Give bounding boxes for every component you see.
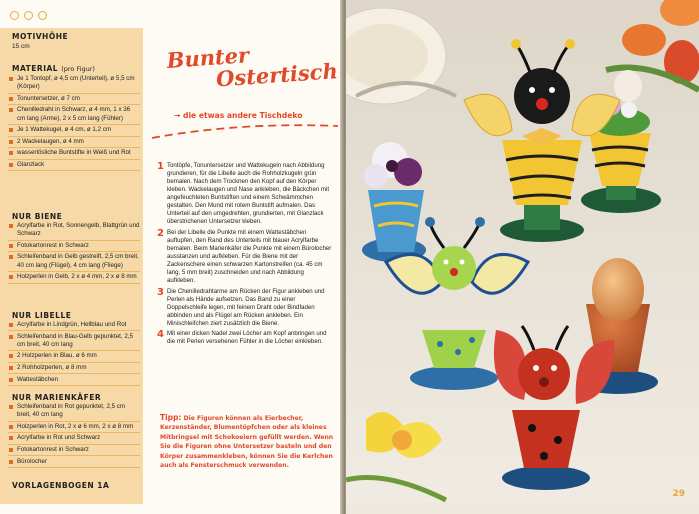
page-number: 29	[672, 489, 685, 499]
material-subtitle: (pro Figur)	[61, 65, 95, 73]
instruction-step	[157, 330, 333, 346]
article-subtitle: → die etwas andere Tischdeko	[174, 111, 303, 120]
title-line-1: Bunter	[165, 42, 250, 73]
template-sheet-label: VORLAGENBOGEN 1A	[12, 481, 110, 490]
tip-label: Tipp:	[160, 413, 182, 422]
decorative-dots	[10, 11, 47, 20]
dot-icon	[10, 11, 19, 20]
page-title	[166, 38, 338, 94]
right-page	[346, 0, 699, 514]
page-bottom-strip	[346, 502, 699, 514]
list-item: Holzperlen in Gelb, 2 x ø 4 mm, 2 x ø 8 mm	[8, 273, 140, 283]
motiv-height-value: 15 cm	[12, 43, 30, 50]
kaefer-list	[8, 403, 140, 469]
list-item: Schleifenband in Rot gepunktet, 2,5 cm breit, 40 cm lang	[8, 403, 140, 422]
instruction-step	[157, 162, 333, 226]
list-item: Holzperlen in Rot, 2 x ø 6 mm, 2 x ø 8 mm	[8, 423, 140, 433]
step-number: 4	[157, 329, 164, 341]
material-heading	[12, 64, 95, 73]
libelle-heading: NUR LIBELLE	[12, 311, 72, 320]
list-item: Glanzlack	[8, 161, 140, 171]
step-text: Tontöpfe, Tonuntersetzer und Wattekugeln nach Abbildung grundieren, für die Libelle auch die Rohholzkugeln grün bemalen. Nach dem Trocknen den Kopf auf den Körper kleben. Wackelaugen und Nase ankleben, die Bäckchen mit angefeuchteten Buntstiften und einem Schwämmchen gestalten. Den Mund mit rotem Buntstift aufmalen. Das Unterteil auf den umgedrehten, grundierten, mit Glanzlack überstrichenen Untersetzer kleben.	[167, 162, 330, 226]
easter-table-photo	[346, 0, 699, 514]
tip-text: Die Figuren können als Eierbecher, Kerzenständer, Blumentöpfchen oder als kleines Mitbringsel mit Schokoeiern gefüllt werden. Wenn Sie die Figuren ohne Untersetzer basteln und den Körper zusammenkleben, können Sie die Kerlchen auch als Fensterschmuck verwenden.	[160, 415, 334, 470]
step-number: 1	[157, 161, 164, 172]
list-item: Je 1 Tontopf, ø 4,5 cm (Unterteil), ø 5,5 cm (Körper)	[8, 75, 140, 94]
list-item: Schleifenband in Blau-Gelb gepunktet, 2,5 cm breit, 40 cm lang	[8, 333, 140, 352]
libelle-list	[8, 321, 140, 387]
list-item: Bürolocher	[8, 458, 140, 468]
list-item: Fotokartonrest in Schwarz	[8, 446, 140, 456]
motiv-height-heading: MOTIVHÖHE	[12, 32, 69, 41]
list-item: Je 1 Wattekugel, ø 4 cm, ø 1,2 cm	[8, 126, 140, 136]
step-number: 2	[157, 227, 164, 239]
instruction-step	[157, 288, 333, 328]
step-text: Die Chenilledrahtarme am Rücken der Figur ankleben und Perlen als Hände aufsetzen. Das Band zu einer Doppelschleife legen, mit feinem Draht oder Bindfaden abbinden und als Flügel am Rücken ankleben. Ein Minischleifchen ziert zusätzlich die Biene.	[167, 287, 325, 327]
biene-list	[8, 222, 140, 285]
list-item: Chenilledraht in Schwarz, ø 4 mm, 1 x 36 cm lang (Arme), 2 x 5 cm lang (Fühler)	[8, 106, 140, 125]
list-item: Acrylfarbe in Lindgrün, Hellblau und Rot	[8, 321, 140, 331]
left-page	[0, 0, 343, 514]
step-text: Mit einer dicken Nadel zwei Löcher am Kopf anbringen und die mit Perlen versehenen Fühler in die Löcher einkleben.	[167, 330, 327, 346]
list-item: Acrylfarbe in Rot, Sonnengelb, Blattgrün und Schwarz	[8, 222, 140, 241]
dot-icon	[38, 11, 47, 20]
list-item: 2 Rohholzperlen, ø 8 mm	[8, 364, 140, 374]
list-item: Acrylfarbe in Rot und Schwarz	[8, 434, 140, 444]
step-text: Bei der Libelle die Punkte mit einem Wattestäbchen auftupfen, den Rand des Unterteils mit blauer Acrylfarbe bemalen. Beim Marienkäfer die Punkte mit einem Bürolocher ausstanzen und aufkleben. Für die Biene mit der Zackenschere einen schwarzen Kartonstreifen (ca. 45 cm lang, 5 mm breit) zuschneiden und nach Abbildung aufkleben.	[167, 228, 332, 285]
material-list	[8, 75, 140, 172]
tip-box	[160, 413, 335, 470]
list-item: Tonuntersetzer, ø 7 cm	[8, 95, 140, 105]
title-line-2: Ostertisch	[215, 58, 339, 92]
step-number: 3	[157, 286, 164, 298]
instructions	[157, 162, 333, 349]
list-item: 2 Holzperlen in Blau, ø 6 mm	[8, 352, 140, 362]
instruction-step	[157, 229, 333, 285]
biene-heading: NUR BIENE	[12, 212, 63, 221]
dot-icon	[24, 11, 33, 20]
list-item: 2 Wackelaugen, ø 4 mm	[8, 138, 140, 148]
material-title: MATERIAL	[12, 64, 59, 73]
kaefer-heading: NUR MARIENKÄFER	[12, 393, 102, 402]
list-item: Fotokartonrest in Schwarz	[8, 242, 140, 252]
list-item: wasserlösliche Buntstifte in Weiß und Rot	[8, 149, 140, 159]
list-item: Wattestäbchen	[8, 376, 140, 386]
list-item: Schleifenband in Gelb gestreift, 2,5 cm breit, 40 cm lang (Flügel), 4 cm lang (Fliege)	[8, 253, 140, 272]
title-swoosh-decoration	[150, 120, 340, 140]
